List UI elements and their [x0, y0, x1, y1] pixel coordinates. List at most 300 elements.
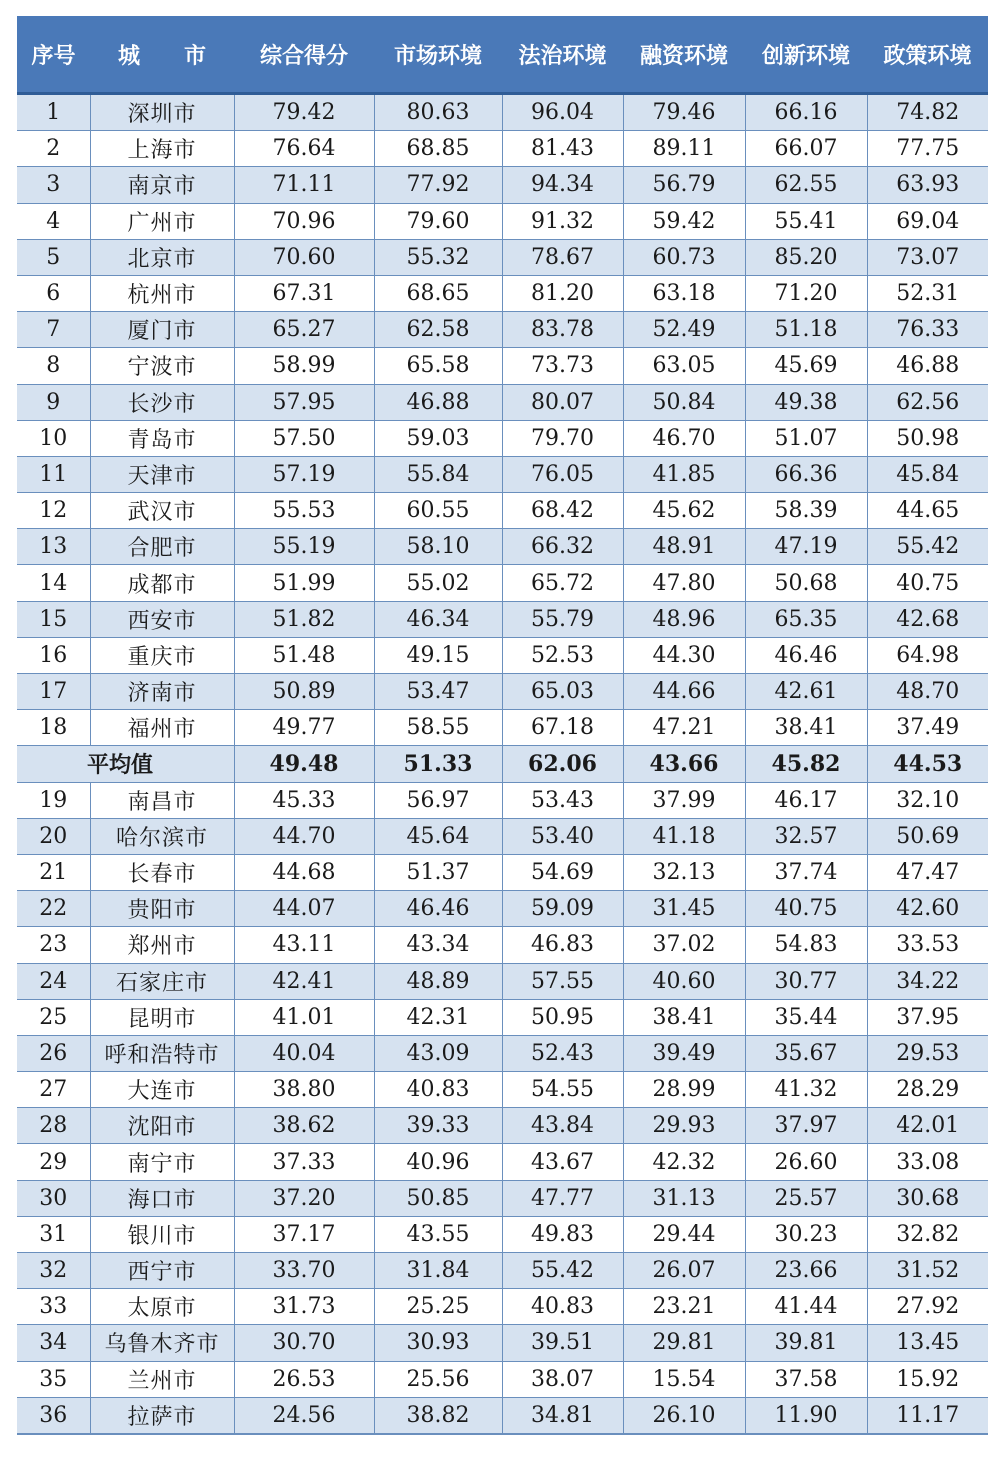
- rank-cell: 35: [17, 1361, 90, 1397]
- policy-env-cell: 42.68: [867, 601, 988, 637]
- header-market-env: 市场环境: [374, 16, 502, 94]
- market-env-cell: 45.64: [374, 818, 502, 854]
- finance-env-cell: 32.13: [623, 854, 745, 890]
- legal-env-cell: 81.20: [502, 275, 623, 311]
- market-env-cell: 60.55: [374, 493, 502, 529]
- market-env-cell: 55.32: [374, 239, 502, 275]
- market-env-cell: 40.96: [374, 1144, 502, 1180]
- table-row: [17, 854, 988, 890]
- market-env-cell: 49.15: [374, 637, 502, 673]
- innovation-env-cell: 85.20: [745, 239, 867, 275]
- table-row: [17, 94, 988, 131]
- innovation-env-cell: 51.18: [745, 312, 867, 348]
- city-cell: 重庆市: [90, 637, 234, 673]
- city-cell: 成都市: [90, 565, 234, 601]
- city-cell: 太原市: [90, 1289, 234, 1325]
- total-score-average: 49.48: [234, 746, 374, 782]
- city-cell: 长沙市: [90, 384, 234, 420]
- market-env-cell: 77.92: [374, 167, 502, 203]
- policy-env-cell: 46.88: [867, 348, 988, 384]
- legal-env-cell: 46.83: [502, 927, 623, 963]
- city-cell: 厦门市: [90, 312, 234, 348]
- city-cell: 哈尔滨市: [90, 818, 234, 854]
- city-cell: 贵阳市: [90, 891, 234, 927]
- rank-cell: 6: [17, 275, 90, 311]
- city-cell: 上海市: [90, 131, 234, 167]
- finance-env-cell: 63.05: [623, 348, 745, 384]
- legal-env-cell: 49.83: [502, 1216, 623, 1252]
- innovation-env-cell: 71.20: [745, 275, 867, 311]
- total-score-cell: 38.62: [234, 1108, 374, 1144]
- rank-cell: 19: [17, 782, 90, 818]
- finance-env-cell: 89.11: [623, 131, 745, 167]
- table-row: [17, 1144, 988, 1180]
- market-env-cell: 30.93: [374, 1325, 502, 1361]
- rank-cell: 27: [17, 1072, 90, 1108]
- policy-env-cell: 32.82: [867, 1216, 988, 1252]
- legal-env-cell: 52.43: [502, 1035, 623, 1071]
- legal-env-cell: 65.03: [502, 674, 623, 710]
- legal-env-cell: 68.42: [502, 493, 623, 529]
- city-cell: 宁波市: [90, 348, 234, 384]
- city-cell: 福州市: [90, 710, 234, 746]
- total-score-cell: 71.11: [234, 167, 374, 203]
- finance-env-cell: 79.46: [623, 94, 745, 131]
- table-row: [17, 203, 988, 239]
- table-row: [17, 456, 988, 492]
- total-score-cell: 37.33: [234, 1144, 374, 1180]
- innovation-env-cell: 30.23: [745, 1216, 867, 1252]
- innovation-env-cell: 26.60: [745, 1144, 867, 1180]
- legal-env-cell: 53.40: [502, 818, 623, 854]
- legal-env-cell: 73.73: [502, 348, 623, 384]
- innovation-env-cell: 54.83: [745, 927, 867, 963]
- legal-env-cell: 76.05: [502, 456, 623, 492]
- legal-env-cell: 47.77: [502, 1180, 623, 1216]
- finance-env-cell: 46.70: [623, 420, 745, 456]
- rank-cell: 29: [17, 1144, 90, 1180]
- finance-env-cell: 59.42: [623, 203, 745, 239]
- finance-env-cell: 39.49: [623, 1035, 745, 1071]
- city-cell: 昆明市: [90, 999, 234, 1035]
- header-innovation-env: 创新环境: [745, 16, 867, 94]
- city-cell: 拉萨市: [90, 1397, 234, 1434]
- rank-cell: 5: [17, 239, 90, 275]
- finance-env-cell: 37.02: [623, 927, 745, 963]
- table-row: [17, 239, 988, 275]
- city-cell: 大连市: [90, 1072, 234, 1108]
- rank-cell: 14: [17, 565, 90, 601]
- rank-cell: 22: [17, 891, 90, 927]
- total-score-cell: 65.27: [234, 312, 374, 348]
- city-cell: 呼和浩特市: [90, 1035, 234, 1071]
- total-score-cell: 45.33: [234, 782, 374, 818]
- innovation-env-cell: 35.44: [745, 999, 867, 1035]
- legal-env-cell: 83.78: [502, 312, 623, 348]
- innovation-env-cell: 41.32: [745, 1072, 867, 1108]
- legal-env-cell: 59.09: [502, 891, 623, 927]
- total-score-cell: 26.53: [234, 1361, 374, 1397]
- market-env-cell: 31.84: [374, 1253, 502, 1289]
- finance-env-cell: 40.60: [623, 963, 745, 999]
- market-env-cell: 55.02: [374, 565, 502, 601]
- finance-env-cell: 23.21: [623, 1289, 745, 1325]
- total-score-cell: 58.99: [234, 348, 374, 384]
- total-score-cell: 51.82: [234, 601, 374, 637]
- table-row: [17, 601, 988, 637]
- policy-env-cell: 50.69: [867, 818, 988, 854]
- policy-env-cell: 63.93: [867, 167, 988, 203]
- innovation-env-cell: 25.57: [745, 1180, 867, 1216]
- market-env-cell: 43.55: [374, 1216, 502, 1252]
- market-env-cell: 80.63: [374, 94, 502, 131]
- table-row: [17, 999, 988, 1035]
- policy-env-cell: 76.33: [867, 312, 988, 348]
- table-row: [17, 384, 988, 420]
- finance-env-cell: 42.32: [623, 1144, 745, 1180]
- finance-env-cell: 26.07: [623, 1253, 745, 1289]
- finance-env-cell: 56.79: [623, 167, 745, 203]
- legal-env-cell: 40.83: [502, 1289, 623, 1325]
- policy-env-cell: 64.98: [867, 637, 988, 673]
- table-row: [17, 1035, 988, 1071]
- table-row: [17, 1216, 988, 1252]
- market-env-cell: 53.47: [374, 674, 502, 710]
- legal-env-cell: 53.43: [502, 782, 623, 818]
- city-cell: 海口市: [90, 1180, 234, 1216]
- table-row: [17, 674, 988, 710]
- total-score-cell: 57.19: [234, 456, 374, 492]
- innovation-env-cell: 51.07: [745, 420, 867, 456]
- finance-env-cell: 31.13: [623, 1180, 745, 1216]
- finance-env-average: 43.66: [623, 746, 745, 782]
- header-finance-env: 融资环境: [623, 16, 745, 94]
- market-env-cell: 40.83: [374, 1072, 502, 1108]
- finance-env-cell: 41.18: [623, 818, 745, 854]
- city-cell: 青岛市: [90, 420, 234, 456]
- legal-env-cell: 66.32: [502, 529, 623, 565]
- total-score-cell: 24.56: [234, 1397, 374, 1434]
- innovation-env-cell: 30.77: [745, 963, 867, 999]
- policy-env-cell: 48.70: [867, 674, 988, 710]
- policy-env-cell: 31.52: [867, 1253, 988, 1289]
- policy-env-cell: 37.49: [867, 710, 988, 746]
- total-score-cell: 49.77: [234, 710, 374, 746]
- header-policy-env: 政策环境: [867, 16, 988, 94]
- total-score-cell: 50.89: [234, 674, 374, 710]
- table-row: [17, 1361, 988, 1397]
- legal-env-cell: 65.72: [502, 565, 623, 601]
- table-row: [17, 275, 988, 311]
- total-score-cell: 30.70: [234, 1325, 374, 1361]
- policy-env-cell: 11.17: [867, 1397, 988, 1434]
- finance-env-cell: 45.62: [623, 493, 745, 529]
- total-score-cell: 70.96: [234, 203, 374, 239]
- total-score-cell: 44.70: [234, 818, 374, 854]
- market-env-cell: 46.46: [374, 891, 502, 927]
- total-score-cell: 55.53: [234, 493, 374, 529]
- total-score-cell: 51.99: [234, 565, 374, 601]
- innovation-env-cell: 50.68: [745, 565, 867, 601]
- rank-cell: 12: [17, 493, 90, 529]
- policy-env-cell: 40.75: [867, 565, 988, 601]
- policy-env-cell: 42.01: [867, 1108, 988, 1144]
- finance-env-cell: 50.84: [623, 384, 745, 420]
- innovation-env-cell: 41.44: [745, 1289, 867, 1325]
- policy-env-cell: 77.75: [867, 131, 988, 167]
- average-row: [17, 746, 988, 782]
- city-cell: 乌鲁木齐市: [90, 1325, 234, 1361]
- policy-env-cell: 37.95: [867, 999, 988, 1035]
- city-cell: 广州市: [90, 203, 234, 239]
- legal-env-cell: 91.32: [502, 203, 623, 239]
- rank-cell: 23: [17, 927, 90, 963]
- innovation-env-cell: 42.61: [745, 674, 867, 710]
- city-cell: 西宁市: [90, 1253, 234, 1289]
- city-cell: 武汉市: [90, 493, 234, 529]
- table-row: [17, 927, 988, 963]
- rank-cell: 3: [17, 167, 90, 203]
- city-cell: 兰州市: [90, 1361, 234, 1397]
- total-score-cell: 55.19: [234, 529, 374, 565]
- innovation-env-cell: 58.39: [745, 493, 867, 529]
- market-env-cell: 50.85: [374, 1180, 502, 1216]
- policy-env-cell: 27.92: [867, 1289, 988, 1325]
- table-row: [17, 710, 988, 746]
- legal-env-cell: 43.84: [502, 1108, 623, 1144]
- innovation-env-cell: 65.35: [745, 601, 867, 637]
- total-score-cell: 31.73: [234, 1289, 374, 1325]
- market-env-cell: 48.89: [374, 963, 502, 999]
- policy-env-cell: 44.65: [867, 493, 988, 529]
- innovation-env-cell: 66.16: [745, 94, 867, 131]
- market-env-cell: 51.37: [374, 854, 502, 890]
- legal-env-cell: 81.43: [502, 131, 623, 167]
- policy-env-cell: 33.08: [867, 1144, 988, 1180]
- header-rank: 序号: [17, 16, 90, 94]
- ranking-table-container: [17, 16, 988, 1435]
- market-env-cell: 56.97: [374, 782, 502, 818]
- city-cell: 合肥市: [90, 529, 234, 565]
- innovation-env-cell: 45.69: [745, 348, 867, 384]
- innovation-env-cell: 11.90: [745, 1397, 867, 1434]
- table-row: [17, 1397, 988, 1434]
- header-total-score: 综合得分: [234, 16, 374, 94]
- finance-env-cell: 48.96: [623, 601, 745, 637]
- policy-env-cell: 42.60: [867, 891, 988, 927]
- rank-cell: 17: [17, 674, 90, 710]
- rank-cell: 32: [17, 1253, 90, 1289]
- legal-env-cell: 78.67: [502, 239, 623, 275]
- total-score-cell: 37.20: [234, 1180, 374, 1216]
- innovation-env-cell: 66.36: [745, 456, 867, 492]
- rank-cell: 16: [17, 637, 90, 673]
- policy-env-cell: 34.22: [867, 963, 988, 999]
- innovation-env-cell: 62.55: [745, 167, 867, 203]
- finance-env-cell: 63.18: [623, 275, 745, 311]
- city-cell: 郑州市: [90, 927, 234, 963]
- rank-cell: 26: [17, 1035, 90, 1071]
- table-row: [17, 1180, 988, 1216]
- legal-env-cell: 39.51: [502, 1325, 623, 1361]
- table-row: [17, 1072, 988, 1108]
- rank-cell: 9: [17, 384, 90, 420]
- market-env-cell: 25.25: [374, 1289, 502, 1325]
- rank-cell: 20: [17, 818, 90, 854]
- city-cell: 银川市: [90, 1216, 234, 1252]
- finance-env-cell: 47.21: [623, 710, 745, 746]
- table-row: [17, 529, 988, 565]
- market-env-cell: 43.34: [374, 927, 502, 963]
- finance-env-cell: 47.80: [623, 565, 745, 601]
- policy-env-cell: 33.53: [867, 927, 988, 963]
- total-score-cell: 57.50: [234, 420, 374, 456]
- market-env-cell: 42.31: [374, 999, 502, 1035]
- legal-env-cell: 67.18: [502, 710, 623, 746]
- innovation-env-cell: 46.17: [745, 782, 867, 818]
- rank-cell: 15: [17, 601, 90, 637]
- city-cell: 南昌市: [90, 782, 234, 818]
- rank-cell: 13: [17, 529, 90, 565]
- city-cell: 南京市: [90, 167, 234, 203]
- legal-env-cell: 43.67: [502, 1144, 623, 1180]
- market-env-cell: 68.65: [374, 275, 502, 311]
- market-env-cell: 46.34: [374, 601, 502, 637]
- innovation-env-cell: 49.38: [745, 384, 867, 420]
- city-cell: 天津市: [90, 456, 234, 492]
- total-score-cell: 40.04: [234, 1035, 374, 1071]
- policy-env-cell: 29.53: [867, 1035, 988, 1071]
- table-header: [17, 16, 988, 94]
- finance-env-cell: 38.41: [623, 999, 745, 1035]
- innovation-env-cell: 37.74: [745, 854, 867, 890]
- finance-env-cell: 15.54: [623, 1361, 745, 1397]
- table-row: [17, 312, 988, 348]
- finance-env-cell: 26.10: [623, 1397, 745, 1434]
- table-row: [17, 348, 988, 384]
- market-env-cell: 46.88: [374, 384, 502, 420]
- finance-env-cell: 28.99: [623, 1072, 745, 1108]
- policy-env-cell: 15.92: [867, 1361, 988, 1397]
- market-env-cell: 58.55: [374, 710, 502, 746]
- finance-env-cell: 44.30: [623, 637, 745, 673]
- table-row: [17, 420, 988, 456]
- rank-cell: 10: [17, 420, 90, 456]
- city-cell: 石家庄市: [90, 963, 234, 999]
- rank-cell: 8: [17, 348, 90, 384]
- policy-env-cell: 69.04: [867, 203, 988, 239]
- policy-env-cell: 13.45: [867, 1325, 988, 1361]
- market-env-cell: 38.82: [374, 1397, 502, 1434]
- legal-env-cell: 50.95: [502, 999, 623, 1035]
- market-env-cell: 58.10: [374, 529, 502, 565]
- total-score-cell: 44.68: [234, 854, 374, 890]
- policy-env-cell: 62.56: [867, 384, 988, 420]
- table-row: [17, 782, 988, 818]
- table-row: [17, 891, 988, 927]
- policy-env-cell: 74.82: [867, 94, 988, 131]
- city-cell: 深圳市: [90, 94, 234, 131]
- market-env-cell: 62.58: [374, 312, 502, 348]
- policy-env-cell: 30.68: [867, 1180, 988, 1216]
- table-row: [17, 131, 988, 167]
- total-score-cell: 76.64: [234, 131, 374, 167]
- total-score-cell: 51.48: [234, 637, 374, 673]
- market-env-cell: 79.60: [374, 203, 502, 239]
- legal-env-cell: 55.79: [502, 601, 623, 637]
- policy-env-cell: 52.31: [867, 275, 988, 311]
- rank-cell: 28: [17, 1108, 90, 1144]
- legal-env-cell: 57.55: [502, 963, 623, 999]
- innovation-env-cell: 40.75: [745, 891, 867, 927]
- innovation-env-cell: 23.66: [745, 1253, 867, 1289]
- rank-cell: 18: [17, 710, 90, 746]
- innovation-env-cell: 46.46: [745, 637, 867, 673]
- innovation-env-cell: 47.19: [745, 529, 867, 565]
- table-row: [17, 1289, 988, 1325]
- legal-env-average: 62.06: [502, 746, 623, 782]
- table-row: [17, 493, 988, 529]
- finance-env-cell: 52.49: [623, 312, 745, 348]
- header-legal-env: 法治环境: [502, 16, 623, 94]
- rank-cell: 34: [17, 1325, 90, 1361]
- legal-env-cell: 55.42: [502, 1253, 623, 1289]
- city-cell: 西安市: [90, 601, 234, 637]
- total-score-cell: 57.95: [234, 384, 374, 420]
- policy-env-average: 44.53: [867, 746, 988, 782]
- total-score-cell: 79.42: [234, 94, 374, 131]
- policy-env-cell: 32.10: [867, 782, 988, 818]
- rank-cell: 11: [17, 456, 90, 492]
- total-score-cell: 43.11: [234, 927, 374, 963]
- legal-env-cell: 96.04: [502, 94, 623, 131]
- total-score-cell: 41.01: [234, 999, 374, 1035]
- innovation-env-cell: 32.57: [745, 818, 867, 854]
- total-score-cell: 33.70: [234, 1253, 374, 1289]
- market-env-cell: 59.03: [374, 420, 502, 456]
- table-row: [17, 1325, 988, 1361]
- policy-env-cell: 50.98: [867, 420, 988, 456]
- rank-cell: 31: [17, 1216, 90, 1252]
- policy-env-cell: 28.29: [867, 1072, 988, 1108]
- header-city: 城 市: [90, 16, 234, 94]
- finance-env-cell: 44.66: [623, 674, 745, 710]
- rank-cell: 21: [17, 854, 90, 890]
- city-cell: 杭州市: [90, 275, 234, 311]
- total-score-cell: 42.41: [234, 963, 374, 999]
- total-score-cell: 67.31: [234, 275, 374, 311]
- city-ranking-table: [17, 16, 988, 1435]
- table-row: [17, 637, 988, 673]
- legal-env-cell: 34.81: [502, 1397, 623, 1434]
- market-env-cell: 68.85: [374, 131, 502, 167]
- rank-cell: 33: [17, 1289, 90, 1325]
- city-cell: 北京市: [90, 239, 234, 275]
- total-score-cell: 37.17: [234, 1216, 374, 1252]
- rank-cell: 30: [17, 1180, 90, 1216]
- finance-env-cell: 60.73: [623, 239, 745, 275]
- header-row: [17, 16, 988, 94]
- legal-env-cell: 38.07: [502, 1361, 623, 1397]
- city-cell: 南宁市: [90, 1144, 234, 1180]
- city-cell: 长春市: [90, 854, 234, 890]
- total-score-cell: 70.60: [234, 239, 374, 275]
- table-body: [17, 94, 988, 1434]
- table-row: [17, 565, 988, 601]
- rank-cell: 4: [17, 203, 90, 239]
- policy-env-cell: 45.84: [867, 456, 988, 492]
- table-row: [17, 818, 988, 854]
